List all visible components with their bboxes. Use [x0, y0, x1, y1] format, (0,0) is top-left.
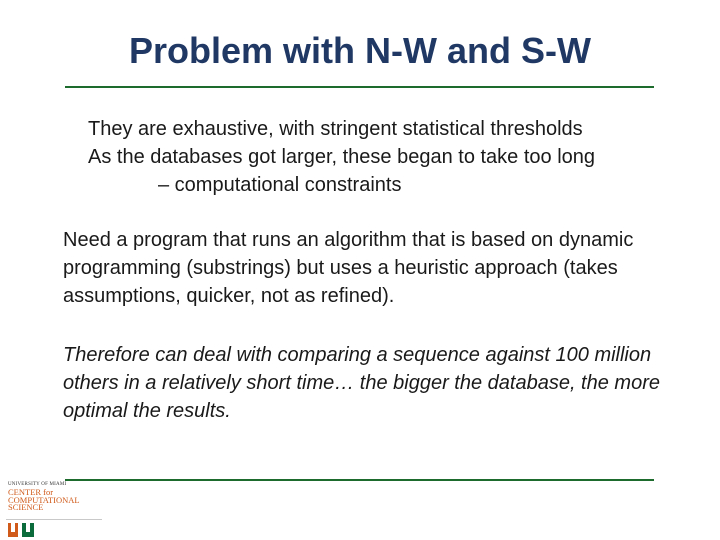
bullet-subitem: – computational constraints [158, 174, 402, 196]
bullet-item: They are exhaustive, with stringent statistical thresholds [88, 118, 583, 140]
u-logo-icon [8, 522, 36, 538]
slide-title: Problem with N-W and S-W [129, 30, 591, 71]
logo-divider [6, 519, 102, 520]
logo-center-text: CENTER for COMPUTATIONAL SCIENCE [8, 487, 80, 512]
university-logo [6, 482, 106, 538]
title-divider [65, 86, 654, 88]
footer-divider [65, 479, 654, 481]
bullet-item: As the databases got larger, these began to take too long [88, 146, 596, 168]
bullet-list [88, 115, 595, 199]
logo-university-text: UNIVERSITY OF MIAMI [8, 482, 67, 487]
conclusion-paragraph: Therefore can deal with comparing a sequence against 100 million others in a relatively short time… the bigger the database, the more optimal the results. [63, 344, 660, 422]
body-paragraph: Need a program that runs an algorithm that is based on dynamic programming (substrings) but uses a heuristic approach (takes assumptions, quicker, not as refined). [63, 229, 634, 307]
